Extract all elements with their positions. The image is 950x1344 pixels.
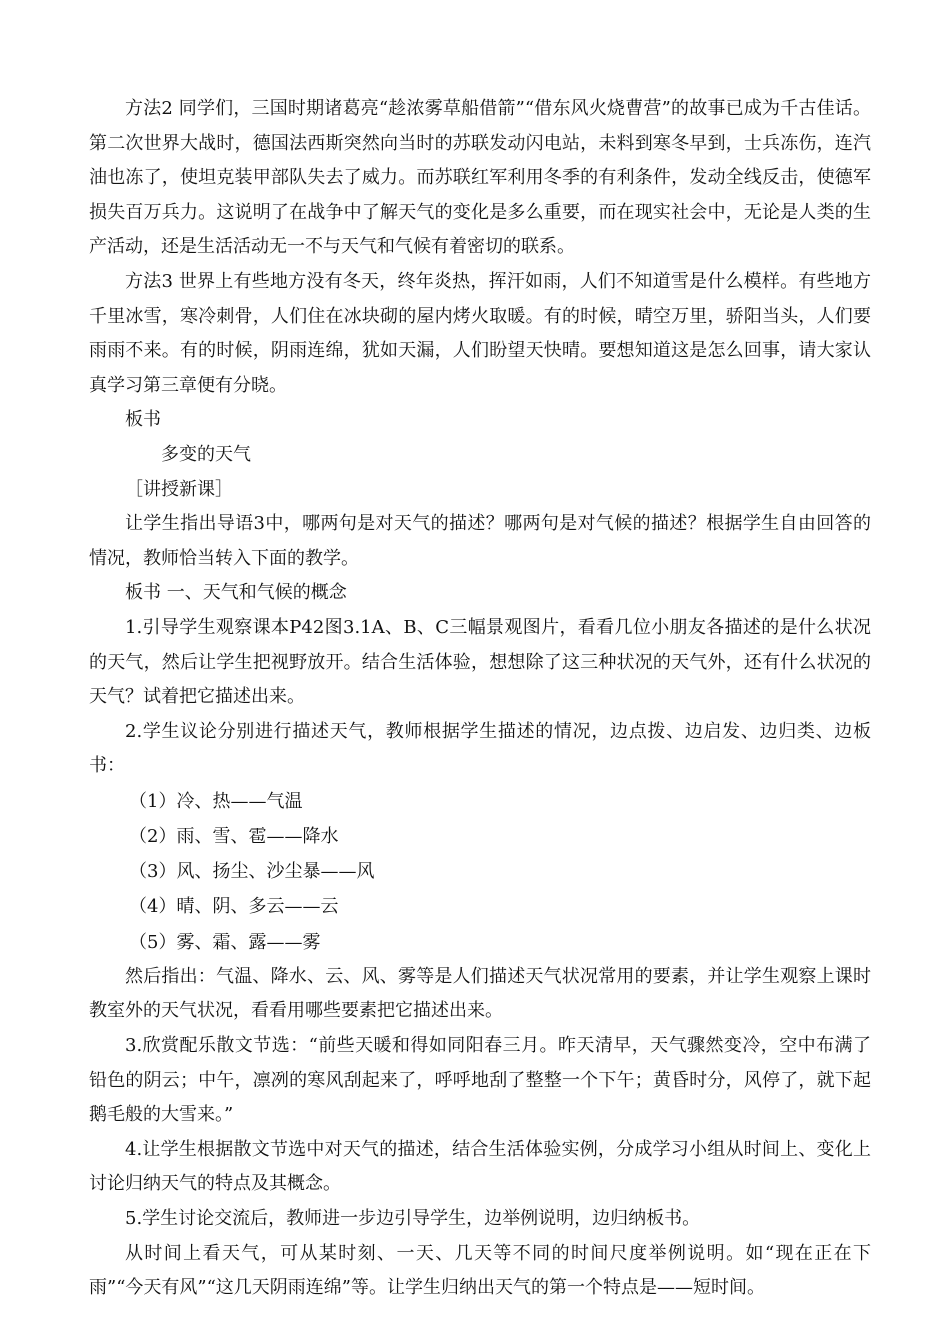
list-item: （3）风、扬尘、沙尘暴——风 [129, 861, 375, 883]
section-heading-1: 板书 一、天气和气候的概念 [125, 582, 347, 604]
paragraph-step-3: 3.欣赏配乐散文节选：“前些天暖和得如同阳春三月。昨天清早，天气骤然变冷，空中布满了铅色的阴云；中午，凛冽的寒风刮起来了，呼呼地刮了整整一个下午；黄昏时分，风停了，就下起鹅毛般的大雪来。” [89, 1035, 871, 1126]
paragraph-time-view: 从时间上看天气，可从某时刻、一天、几天等不同的时间尺度举例说明。如“现在正在下雨”“今天有风”“这几天阴雨连绵”等。让学生归纳出天气的第一个特点是——短时间。 [89, 1242, 871, 1299]
paragraph-then: 然后指出：气温、降水、云、风、雾等是人们描述天气状况常用的要素，并让学生观察上课时教室外的天气状况，看看用哪些要素把它描述出来。 [89, 965, 871, 1022]
paragraph-step-5: 5.学生讨论交流后，教师进一步边引导学生，边举例说明，边归纳板书。 [125, 1208, 701, 1230]
paragraph-method-2: 方法2 同学们，三国时期诸葛亮“趁浓雾草船借箭”“借东风火烧曹营”的故事已成为千古佳话。第二次世界大战时，德国法西斯突然向当时的苏联发动闪电站，未料到寒冬早到，士兵冻伤，连汽油也冻了，使坦克装甲部队失去了威力。而苏联红军利用冬季的有利条件，发动全线反击，使德军损失百万兵力。这说明了在战争中了解天气的变化是多么重要，而在现实社会中，无论是人类的生产活动，还是生活活动无一不与天气和气候有着密切的联系。 [89, 98, 871, 258]
list-item: （4）晴、阴、多云——云 [129, 896, 339, 918]
paragraph-step-2: 2.学生议论分别进行描述天气，教师根据学生描述的情况，边点拨、边启发、边归类、边板书： [89, 720, 871, 777]
board-label: 板书 [125, 409, 161, 431]
board-title: 多变的天气 [161, 443, 251, 465]
list-item: （2）雨、雪、雹——降水 [129, 826, 339, 848]
document-page [89, 92, 871, 1306]
paragraph-step-1: 1.引导学生观察课本P42图3.1A、B、C三幅景观图片，看看几位小朋友各描述的是什么状况的天气，然后让学生把视野放开。结合生活体验，想想除了这三种状况的天气外，还有什么状况的天气？试着把它描述出来。 [89, 616, 871, 708]
paragraph-method-3: 方法3 世界上有些地方没有冬天，终年炎热，挥汗如雨，人们不知道雪是什么模样。有些地方千里冰雪，寒冷刺骨，人们住在冰块砌的屋内烤火取暖。有的时候，晴空万里，骄阳当头，人们要雨雨不来。有的时候，阴雨连绵，犹如天漏，人们盼望天快晴。要想知道这是怎么回事，请大家认真学习第三章便有分晓。 [89, 270, 871, 396]
list-item: （5）雾、霜、露——雾 [129, 931, 321, 953]
new-lesson-heading: ［讲授新课］ [125, 478, 233, 500]
list-item: （1）冷、热——气温 [129, 790, 303, 812]
paragraph-step-4: 4.让学生根据散文节选中对天气的描述，结合生活体验实例，分成学习小组从时间上、变化上讨论归纳天气的特点及其概念。 [89, 1138, 871, 1195]
paragraph-intro: 让学生指出导语3中，哪两句是对天气的描述？哪两句是对气候的描述？根据学生自由回答的情况，教师恰当转入下面的教学。 [89, 513, 871, 569]
